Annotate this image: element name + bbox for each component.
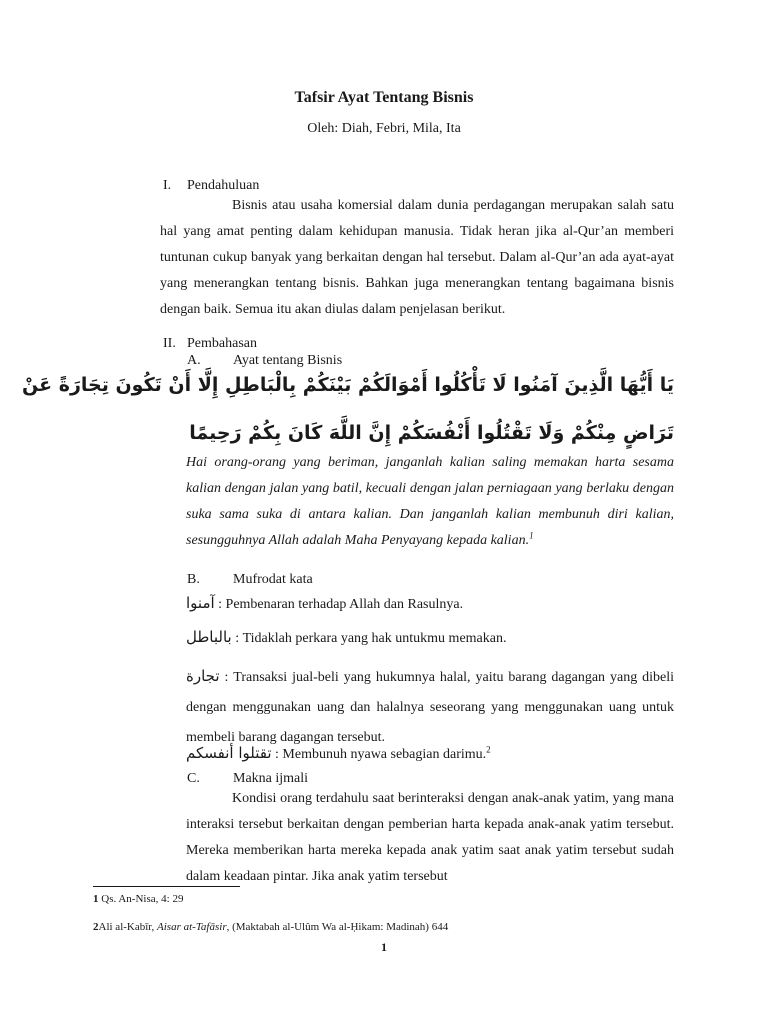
section-2-heading: Pembahasan xyxy=(187,336,257,351)
footnote-2-book-title: Aisar at-Tafāsir xyxy=(157,921,227,933)
footnote-1-text: Qs. An-Nisa, 4: 29 xyxy=(101,893,184,905)
section-1-number: I. xyxy=(163,178,172,193)
mufrodat-item xyxy=(186,661,674,753)
sub-a-heading: Ayat tentang Bisnis xyxy=(233,353,343,368)
quran-verse-line-1: يَا أَيُّهَا الَّذِينَ آمَنُوا لَا تَأْكُلُوا أَمْوَالَكُمْ بَيْنَكُمْ بِالْبَاطِلِ إِلَّا أَنْ تَكُونَ تِجَارَةً عَنْ xyxy=(22,374,674,396)
footnote-1-number: 1 xyxy=(93,893,99,905)
footnote-ref-2[interactable]: 2 xyxy=(486,744,491,755)
sub-c-letter: C. xyxy=(187,771,200,786)
mufrodat-item xyxy=(186,594,463,613)
footnote-separator xyxy=(93,886,240,887)
mufrodat-item xyxy=(186,744,491,763)
footnote-2-publisher: , (Maktabah al-Ulûm Wa al-Ḥikam: Madinah) 644 xyxy=(226,921,449,933)
mufrodat-separator: : xyxy=(214,597,226,612)
verse-translation xyxy=(186,450,674,554)
mufrodat-separator: : xyxy=(231,631,243,646)
sub-a-letter: A. xyxy=(187,353,201,368)
sub-b-letter: B. xyxy=(187,572,200,587)
mufrodat-item xyxy=(186,628,506,647)
document-title: Tafsir Ayat Tentang Bisnis xyxy=(294,89,474,106)
verse-translation-text: Hai orang-orang yang beriman, janganlah kalian saling memakan harta sesama kalian dengan jalan yang batil, kecuali dengan jalan perniagaan yang berlaku dengan suka sama suka di antara kalian. Dan janganlah kalian membunuh diri kalian, sesungguhnya Allah adalah Maha Penyayang kepada kalian. xyxy=(186,455,674,548)
footnote-2 xyxy=(93,921,448,933)
sub-c-heading: Makna ijmali xyxy=(233,771,309,786)
mufrodat-definition: Tidaklah perkara yang hak untukmu memakan. xyxy=(242,631,507,646)
document-author: Oleh: Diah, Febri, Mila, Ita xyxy=(307,121,461,136)
section-1-heading: Pendahuluan xyxy=(187,178,260,193)
mufrodat-arabic-term: تجارة xyxy=(186,667,220,685)
mufrodat-arabic-term: آمنوا xyxy=(186,594,215,612)
mufrodat-definition: Transaksi jual-beli yang hukumnya halal, yaitu barang dagangan yang dibeli dengan menggunakan uang dan halalnya seseorang yang menggunakan uang untuk membeli barang dagangan tersebut. xyxy=(186,670,674,745)
footnote-2-number: 2 xyxy=(93,921,99,933)
quran-verse-line-2: تَرَاضٍ مِنْكُمْ وَلَا تَقْتُلُوا أَنْفُسَكُمْ إِنَّ اللَّهَ كَانَ بِكُمْ رَحِيمًا xyxy=(189,422,674,444)
section-1-paragraph: Bisnis atau usaha komersial dalam dunia perdagangan merupakan salah satu hal yang amat penting dalam kehidupan manusia. Tidak heran jika al-Qur’an memberi tuntunan cukup banyak yang berkaitan dengan hal tersebut. Dalam al-Qur’an ada ayat-ayat yang menerangkan tentang bisnis. Bahkan juga menerangkan tentang bagaimana bisnis dengan baik. Semua itu akan diulas dalam penjelasan berikut. xyxy=(160,198,674,317)
section-2-number: II. xyxy=(163,336,176,351)
mufrodat-definition: Membunuh nyawa sebagian darimu. xyxy=(282,747,487,762)
mufrodat-separator: : xyxy=(271,747,283,762)
footnote-2-author: Ali al-Kabīr, xyxy=(98,921,155,933)
mufrodat-arabic-term: بالباطل xyxy=(186,628,232,646)
mufrodat-separator: : xyxy=(219,670,234,685)
sub-b-heading: Mufrodat kata xyxy=(233,572,313,587)
mufrodat-definition: Pembenaran terhadap Allah dan Rasulnya. xyxy=(225,597,464,612)
footnote-ref-1[interactable]: 1 xyxy=(529,530,534,541)
page-number: 1 xyxy=(381,940,387,954)
mufrodat-arabic-term: تقتلوا أنفسكم xyxy=(186,744,272,762)
sub-c-paragraph: Kondisi orang terdahulu saat berinteraksi dengan anak-anak yatim, yang mana interaksi tersebut berkaitan dengan pemberian harta kepada anak-anak yatim tersebut. Mereka memberikan harta mereka kepada anak yatim saat anak yatim tersebut sudah dalam keadaan pintar. Jika anak yatim tersebut xyxy=(186,791,674,884)
footnote-1 xyxy=(93,893,183,905)
